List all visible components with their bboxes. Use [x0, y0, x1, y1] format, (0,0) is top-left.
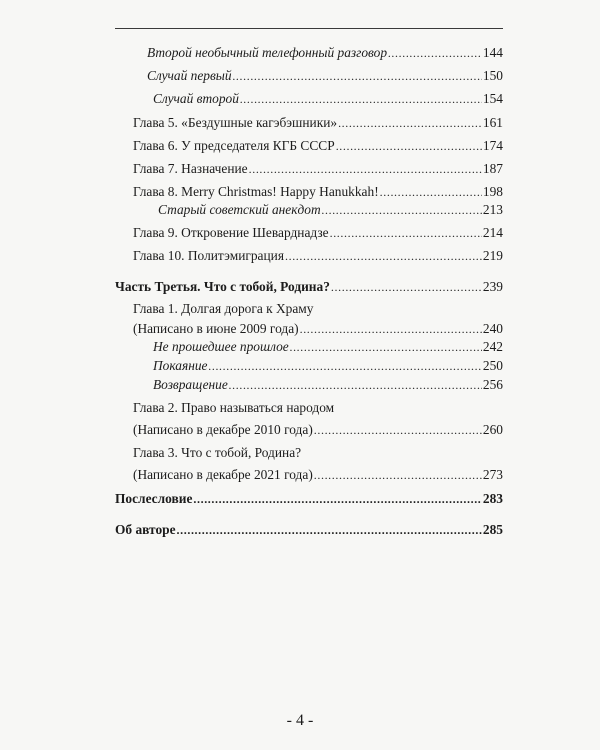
- toc-entry-title: (Написано в декабре 2021 года): [133, 467, 313, 482]
- toc-entry: [153, 87, 503, 107]
- toc-entry-page: 273: [482, 467, 503, 482]
- toc-entry: [133, 221, 503, 241]
- dot-leader: [290, 342, 482, 352]
- dot-leader: [249, 164, 482, 174]
- toc-entry-title: Возвращение: [153, 377, 228, 392]
- toc-entry-title: Глава 10. Политэмиграция: [133, 248, 284, 263]
- toc-entry-title: Глава 2. Право называться народом: [133, 400, 335, 415]
- dot-leader: [331, 282, 482, 292]
- toc-entry-title: Глава 7. Назначение: [133, 161, 248, 176]
- toc-entry-page: 150: [482, 68, 503, 83]
- toc-entry-title: Не прошедшее прошлое: [153, 339, 289, 354]
- toc-entry-about-author: [115, 518, 503, 538]
- toc-entry-title-line: [133, 297, 313, 317]
- toc-entry-page: 198: [482, 184, 503, 199]
- toc-entry-title: Глава 9. Откровение Шеварднадзе: [133, 225, 329, 240]
- toc-entry: [153, 373, 503, 393]
- dot-leader: [285, 251, 482, 261]
- dot-leader: [330, 228, 482, 238]
- toc-entry-page: 213: [482, 202, 503, 217]
- toc-entry-title: (Написано в июне 2009 года): [133, 321, 299, 336]
- dot-leader: [314, 425, 482, 435]
- toc-entry-page: 240: [482, 321, 503, 336]
- toc-entry-page: 214: [482, 225, 503, 240]
- toc-entry-title: Покаяние: [153, 358, 208, 373]
- toc-entry-title: (Написано в декабре 2010 года): [133, 422, 313, 437]
- dot-leader: [336, 141, 482, 151]
- toc-entry: [147, 64, 503, 84]
- toc-entry-title: Случай второй: [153, 91, 239, 106]
- page-number: - 4 -: [286, 712, 314, 729]
- toc-entry-title: Глава 3. Что с тобой, Родина?: [133, 445, 302, 460]
- dot-leader: [233, 71, 482, 81]
- toc-entry-title-line: [133, 396, 334, 416]
- toc-entry-page: 285: [482, 522, 503, 537]
- toc-entry-page: 256: [482, 377, 503, 392]
- toc-entry: [133, 134, 503, 154]
- toc-entry: [153, 335, 503, 355]
- toc-entry-part: [115, 275, 503, 295]
- toc-entry-title: Старый советский анекдот: [158, 202, 321, 217]
- toc-entry-page: 219: [482, 248, 503, 263]
- toc-entry: [133, 244, 503, 264]
- toc-entry-page: 161: [482, 115, 503, 130]
- toc-entry-page: 187: [482, 161, 503, 176]
- dot-leader: [229, 380, 482, 390]
- dot-leader: [300, 324, 482, 334]
- toc-entry-page: 250: [482, 358, 503, 373]
- toc-entry-title: Послесловие: [115, 491, 193, 506]
- dot-leader: [314, 470, 482, 480]
- dot-leader: [209, 361, 482, 371]
- toc-entry-title: Случай первый: [147, 68, 232, 83]
- dot-leader: [380, 187, 482, 197]
- toc-entry-page: 260: [482, 422, 503, 437]
- toc-entry: [153, 354, 503, 374]
- toc-entry: [158, 198, 503, 218]
- toc-entry: [133, 463, 503, 483]
- toc-entry-title: Второй необычный телефонный разговор: [147, 45, 388, 60]
- toc-entry-title-line: [133, 441, 301, 461]
- toc-entry: [133, 317, 503, 337]
- toc-entry: [133, 180, 503, 200]
- toc-entry: [133, 111, 503, 131]
- toc-entry-page: 242: [482, 339, 503, 354]
- toc-entry: [133, 157, 503, 177]
- toc-entry-afterword: [115, 487, 503, 507]
- toc-entry-title: Глава 8. Merry Christmas! Happy Hanukkah!: [133, 184, 379, 199]
- toc-entry-page: 239: [482, 279, 503, 294]
- toc-entry-page: 144: [482, 45, 503, 60]
- toc-entry-title: Об авторе: [115, 522, 176, 537]
- toc-entry-page: 283: [482, 491, 503, 506]
- dot-leader: [177, 525, 482, 535]
- toc-entry: [147, 41, 503, 61]
- toc-entry-title: Глава 5. «Бездушные кагэбэшники»: [133, 115, 338, 130]
- toc-entry: [133, 418, 503, 438]
- toc-entry-page: 174: [482, 138, 503, 153]
- dot-leader: [193, 494, 482, 504]
- dot-leader: [338, 118, 482, 128]
- dot-leader: [322, 205, 482, 215]
- dot-leader: [388, 48, 482, 58]
- toc-entry-title: Глава 6. У председателя КГБ СССР: [133, 138, 335, 153]
- toc-entry-title: Глава 1. Долгая дорога к Храму: [133, 301, 314, 316]
- toc-entry-page: 154: [482, 91, 503, 106]
- dot-leader: [240, 94, 482, 104]
- toc-entry-title: Часть Третья. Что с тобой, Родина?: [115, 279, 330, 294]
